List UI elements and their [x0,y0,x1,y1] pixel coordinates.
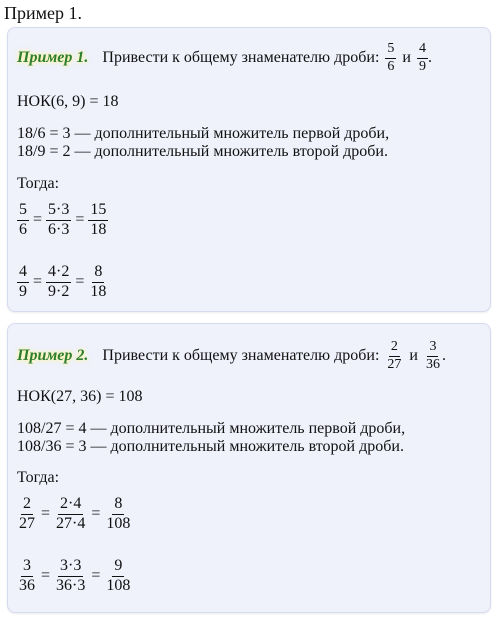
equals-sign: = [91,505,101,523]
conjunction: и [402,49,411,67]
fraction-original [17,558,37,595]
fraction-denominator: 36·3 [56,576,86,594]
fraction-denominator: 6 [387,58,395,74]
fraction-numerator: 3·3 [58,558,83,577]
example-title-row [17,42,432,74]
fraction-numerator: 9 [112,558,124,577]
given-fraction-2 [417,42,428,74]
fraction-original [17,202,29,239]
fraction-result [88,202,108,239]
fraction-denominator: 27 [19,514,35,532]
equation-row-1 [17,202,108,239]
equals-sign: = [41,505,51,523]
fraction-denominator: 9 [19,282,27,300]
example-card-1 [7,27,491,312]
task-text: Привести к общему знаменателю дроби: [102,49,380,67]
fraction-numerator: 5 [17,202,29,221]
fraction-numerator: 4 [417,42,428,59]
equals-sign: = [75,211,85,229]
equation-row-2 [17,558,132,595]
multiplier-line-2: 108/36 = 3 — дополнительный множитель второй дроби. [17,438,404,455]
equals-sign: = [33,211,43,229]
fraction-numerator: 5·3 [46,202,71,221]
fraction-denominator: 27·4 [56,514,86,532]
fraction-original [17,264,29,301]
equals-sign: = [33,273,43,291]
example-label: Пример 1. [17,49,89,67]
example-title-row [17,340,446,372]
given-fraction-1 [385,42,396,74]
fraction-numerator: 2 [389,340,400,357]
fraction-result [104,558,132,595]
then-label: Тогда: [17,469,60,486]
fraction-numerator: 4 [17,264,29,283]
multiplier-line-2: 18/9 = 2 — дополнительный множитель второй дроби. [17,143,388,160]
fraction-numerator: 4·2 [46,264,71,283]
fraction-numerator: 15 [88,202,108,221]
fraction-denominator: 108 [106,576,131,594]
fraction-numerator: 8 [92,264,104,283]
fraction-expanded [46,202,71,239]
title-period: . [441,347,446,365]
lcm-line: НОК(6, 9) = 18 [17,93,119,110]
fraction-expanded [54,496,87,533]
fraction-denominator: 36 [425,356,440,372]
equation-row-1 [17,496,132,533]
fraction-original [17,496,37,533]
lcm-line: НОК(27, 36) = 108 [17,388,143,405]
equals-sign: = [41,567,51,585]
fraction-result [104,496,132,533]
multiplier-line-1: 18/6 = 3 — дополнительный множитель первой дроби, [17,125,390,142]
fraction-expanded [54,558,87,595]
task-text: Привести к общему знаменателю дроби: [102,347,380,365]
fraction-denominator: 9 [418,58,426,74]
given-fraction-2 [424,340,442,372]
conjunction: и [409,347,418,365]
fraction-numerator: 2·4 [58,496,83,515]
fraction-numerator: 3 [427,340,438,357]
fraction-denominator: 27 [387,356,402,372]
fraction-denominator: 36 [19,576,35,594]
equals-sign: = [91,567,101,585]
fraction-result [88,264,108,301]
given-fraction-1 [385,340,403,372]
fraction-expanded [46,264,71,301]
fraction-denominator: 6 [19,220,27,238]
example-label: Пример 2. [17,347,89,365]
equation-row-2 [17,264,108,301]
fraction-denominator: 6·3 [48,220,70,238]
fraction-denominator: 108 [106,514,131,532]
then-label: Тогда: [17,175,60,192]
page-heading: Пример 1. [4,3,83,23]
fraction-denominator: 9·2 [48,282,70,300]
fraction-numerator: 8 [112,496,124,515]
fraction-numerator: 2 [21,496,33,515]
multiplier-line-1: 108/27 = 4 — дополнительный множитель первой дроби, [17,420,406,437]
fraction-denominator: 18 [90,282,107,300]
fraction-numerator: 3 [21,558,33,577]
equals-sign: = [75,273,85,291]
example-card-2 [7,323,491,613]
fraction-numerator: 5 [385,42,396,59]
fraction-denominator: 18 [90,220,107,238]
title-period: . [427,49,432,67]
